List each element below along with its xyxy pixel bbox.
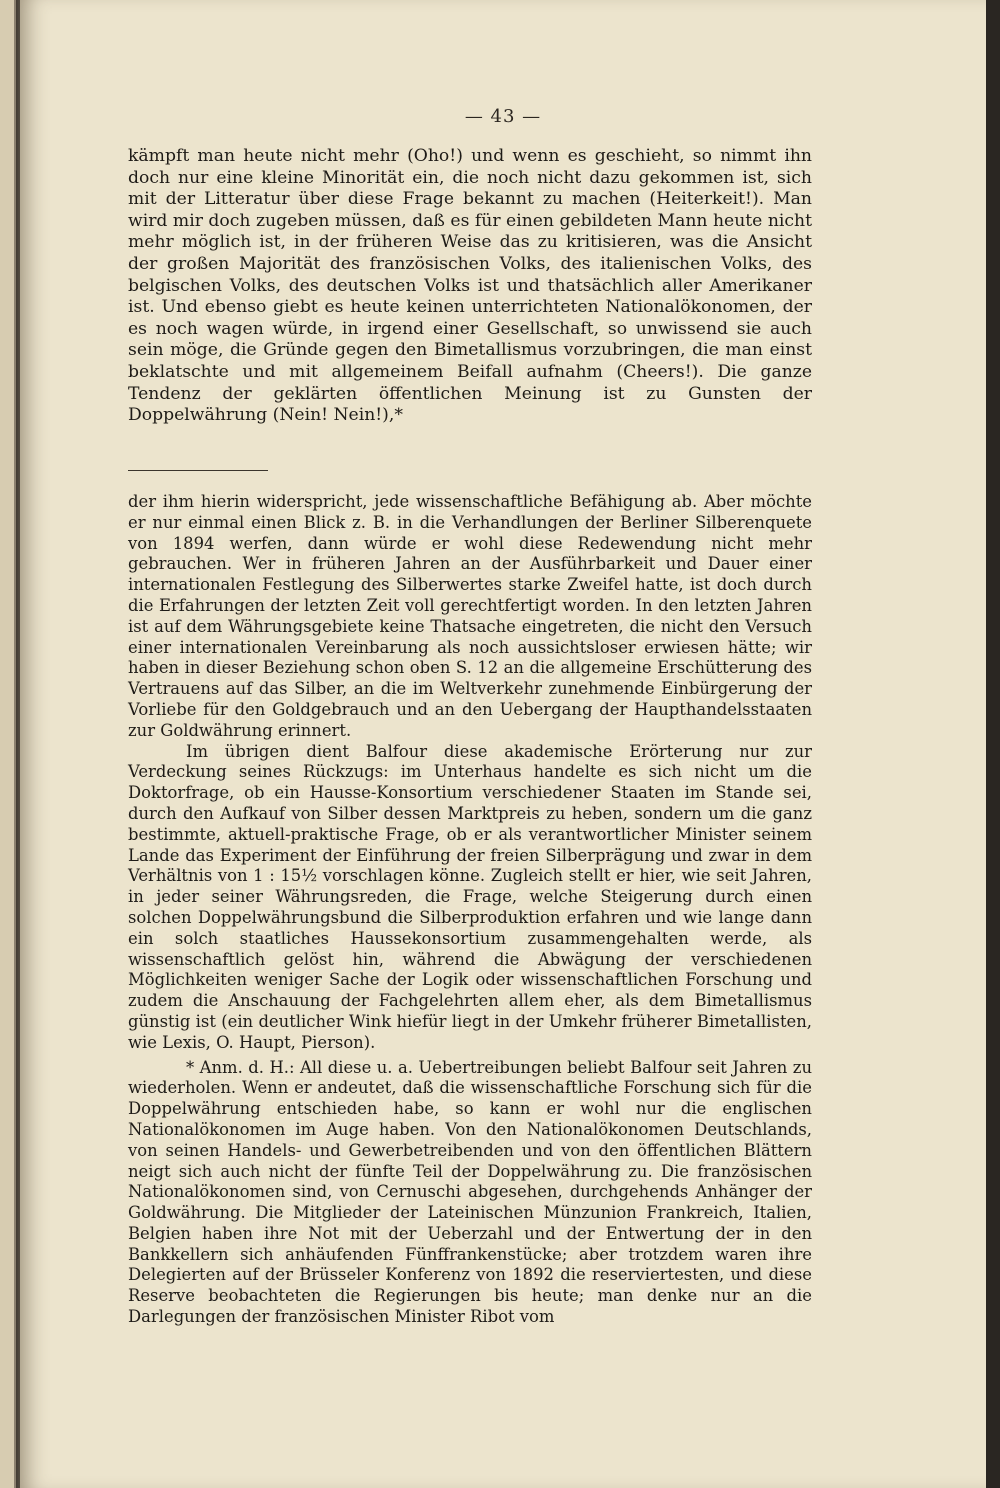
- main-paragraph: kämpft man heute nicht mehr (Oho!) und wenn es geschieht, so nimmt ihn doch nur eine kleine Minorität ein, die noch nicht dazu gekommen ist, sich mit der Litteratur über diese Frage bekannt zu machen (Heiterkeit!). Man wird mir doch zugeben müssen, daß es für einen gebildeten Mann heute nicht mehr möglich ist, in der früheren Weise das zu kritisieren, was die Ansicht der großen Majorität des französischen Volks, des italienischen Volks, des belgischen Volks, des deutschen Volks ist und thatsächlich aller Amerikaner ist. Und ebenso giebt es heute keinen unterrichteten Nationalökonomen, der es noch wagen würde, in irgend einer Gesellschaft, so unwissend sie auch sein möge, die Gründe gegen den Bimetallismus vorzubringen, die man einst beklatschte und mit allgemeinem Beifall aufnahm (Cheers!). Die ganze Tendenz der geklärten öffentlichen Meinung ist zu Gunsten der Doppelwährung (Nein! Nein!),*: [128, 146, 812, 426]
- page-number: — 43 —: [464, 106, 542, 127]
- continuation-paragraph: der ihm hierin widerspricht, jede wissenschaftliche Befähigung ab. Aber möchte er nur einmal einen Blick z. B. in die Verhandlungen der Berliner Silberenquete von 1894 werfen, dann würde er wohl diese Redewendung nicht mehr gebrauchen. Wer in früheren Jahren an der Ausführbarkeit und Dauer einer internationalen Festlegung des Silberwertes starke Zweifel hatte, ist doch durch die Erfahrungen der letzten Zeit voll gerechtfertigt worden. In den letzten Jahren ist auf dem Währungsgebiete keine Thatsache eingetreten, die nicht den Versuch einer internationalen Vereinbarung als noch aussichtsloser erwiesen hätte; wir haben in dieser Beziehung schon oben S. 12 an die allgemeine Erschütterung des Vertrauens auf das Silber, an die im Weltverkehr zunehmende Einbürgerung der Vorliebe für den Goldgebrauch und an den Uebergang der Haupthandelsstaaten zur Goldwährung erinnert.: [128, 492, 812, 740]
- second-paragraph: Im übrigen dient Balfour diese akademische Erörterung nur zur Verdeckung seines Rückzugs: im Unterhaus handelte es sich nicht um die Doktorfrage, ob ein Hausse-Konsortium verschiedener Staaten im Stande sei, durch den Aufkauf von Silber dessen Marktpreis zu heben, sondern um die ganz bestimmte, aktuell-praktische Frage, ob er als verantwortlicher Minister seinem Lande das Experiment der Einführung der freien Silberprägung und zwar in dem Verhältnis von 1 : 15½ vorschlagen könne. Zugleich stellt er hier, wie seit Jahren, in jeder seiner Währungsreden, die Frage, welche Steigerung durch einen solchen Doppelwährungsbund die Silberproduktion erfahren und wie lange dann ein solch staatliches Haussekonsortium zusammengehalten werde, als wissenschaftlich gelöst hin, während die Abwägung der verschiedenen Möglichkeiten weniger Sache der Logik oder wissenschaftlichen Forschung und zudem die Anschauung der Fachgelehrten allem eher, als dem Bimetallismus günstig ist (ein deutlicher Wink hiefür liegt in der Umkehr früherer Bimetallisten, wie Lexis, O. Haupt, Pierson).: [128, 741, 812, 1052]
- main-text-paragraph: [128, 146, 812, 427]
- facing-page-edge: [0, 0, 16, 1488]
- footnote-note: * Anm. d. H.: All diese u. a. Uebertreibungen beliebt Balfour seit Jahren zu wiederholen. Wenn er andeutet, daß die wissenschaftliche Forschung sich für die Doppelwährung entschieden habe, so kann er wohl nur die englischen Nationalökonomen im Auge haben. Von den Nationalökonomen Deutschlands, von seinen Handels- und Gewerbetreibenden und von den öffentlichen Blättern neigt sich auch nicht der fünfte Teil der Doppelwährung zu. Die französischen Nationalökonomen sind, von Cernuschi abgesehen, durchgehends Anhänger der Goldwährung. Die Mitglieder der Lateinischen Münzunion Frankreich, Italien, Belgien haben ihre Not mit der Ueberzahl und der Entwertung der in den Bankkellern sich anhäufenden Fünffrankenstücke; aber trotzdem waren ihre Delegierten auf der Brüsseler Konferenz von 1892 die reserviertesten, und diese Reserve beobachteten die Regierungen bis heute; man denke nur an die Darlegungen der französischen Minister Ribot vom: [128, 1057, 812, 1327]
- footnote-divider: [128, 470, 268, 471]
- footnote-block: [128, 492, 812, 1328]
